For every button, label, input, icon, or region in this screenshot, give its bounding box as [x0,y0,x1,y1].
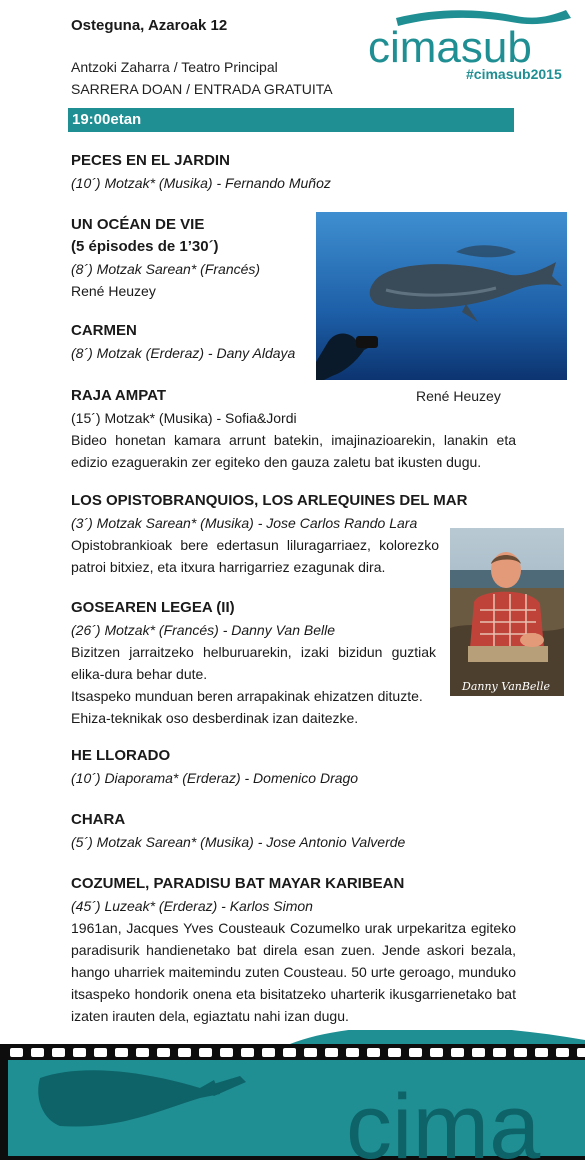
item-title: CHARA [71,811,126,828]
logo-text: cimasub [368,23,532,72]
film-sprocket-hole [199,1048,212,1057]
film-sprocket-hole [10,1048,23,1057]
film-sprocket-hole [283,1048,296,1057]
program-item [71,745,516,789]
film-sprocket-hole [346,1048,359,1057]
item-title: LOS OPISTOBRANQUIOS, LOS ARLEQUINES DEL MAR [71,492,468,509]
footer-logo-text: cima [346,1076,541,1160]
item-meta: (45´) Luzeak* (Erderaz) - Karlos Simon [71,898,313,914]
program-item [71,597,436,729]
film-sprocket-hole [514,1048,527,1057]
item-meta: (8´) Motzak Sarean* (Francés) [71,261,261,277]
portrait-photo [450,528,564,696]
film-sprocket-hole [367,1048,380,1057]
film-sprocket-hole [94,1048,107,1057]
item-description: Bizitzen jarraitzeko helburuarekin, izaki bizidun guztiak elika-dura behar dute. [71,644,436,682]
item-title: PECES EN EL JARDIN [71,152,230,169]
program-item [71,150,516,194]
time-bar: 19:00etan [68,108,514,132]
film-sprocket-hole [304,1048,317,1057]
film-sprocket-hole [31,1048,44,1057]
item-title: RAJA AMPAT [71,387,166,404]
item-description-line2: Itsaspeko munduan beren arrapakinak ehizatzen dituzte. [71,688,423,704]
item-description: 1961an, Jacques Yves Cousteauk Cozumelko urak urpekaritza egiteko paradisurik handienetako bat direla esan zuen. Jende askori bezala, hango uharriek maitemindu zuten Cousteau. 50 urte geroago, munduko itsaspeko hondorik onena eta bisitatzeko uharterik ikusgarrienetako bat izaten irauten dela, egiaztatu nahi izan dugu. [71,920,516,1024]
film-sprocket-hole [472,1048,485,1057]
item-title: CARMEN [71,322,137,339]
film-strip-footer [0,1030,585,1160]
film-sprocket-hole [115,1048,128,1057]
film-sprocket-hole [556,1048,569,1057]
entry-info: SARRERA DOAN / ENTRADA GRATUITA [71,81,333,97]
program-item [71,809,516,853]
item-description-line3: Ehiza-teknikak oso desberdinak izan daitezke. [71,710,359,726]
item-description: Bideo honetan kamara arrunt batekin, imajinazioarekin, lanakin eta edizio ezaguerakin zer egiteko den gauza zaletu bat ikusten dugu. [71,432,516,470]
item-title-line2: (5 épisodes de 1’30´) [71,238,219,255]
program-item [71,873,516,1027]
film-sprocket-hole [220,1048,233,1057]
film-sprocket-hole [262,1048,275,1057]
photo-caption: René Heuzey [416,388,501,404]
film-sprocket-hole [388,1048,401,1057]
film-sprocket-hole [493,1048,506,1057]
item-meta: (15´) Motzak* (Musika) - Sofia&Jordi [71,410,297,426]
film-sprocket-hole [451,1048,464,1057]
hashtag: #cimasub2015 [466,66,562,82]
whale-photo [316,212,567,380]
program-item [71,214,311,302]
event-date: Osteguna, Azaroak 12 [71,17,228,34]
film-sprocket-hole [325,1048,338,1057]
item-meta: (10´) Motzak* (Musika) - Fernando Muñoz [71,175,331,191]
venue: Antzoki Zaharra / Teatro Principal [71,59,278,75]
film-sprocket-hole [73,1048,86,1057]
item-meta: (10´) Diaporama* (Erderaz) - Domenico Drago [71,770,359,786]
item-meta: (5´) Motzak Sarean* (Musika) - Jose Antonio Valverde [71,834,406,850]
program-item [71,320,311,364]
item-meta: (8´) Motzak (Erderaz) - Dany Aldaya [71,345,296,361]
film-sprocket-hole [535,1048,548,1057]
film-sprocket-hole [409,1048,422,1057]
film-sprocket-hole [241,1048,254,1057]
item-author: René Heuzey [71,283,156,299]
film-sprocket-hole [430,1048,443,1057]
item-title: COZUMEL, PARADISU BAT MAYAR KARIBEAN [71,875,405,892]
item-meta: (26´) Motzak* (Francés) - Danny Van Belle [71,622,336,638]
item-meta: (3´) Motzak Sarean* (Musika) - Jose Carlos Rando Lara [71,515,418,531]
item-description: Opistobrankioak bere edertasun liluragarriaez, kolorezko patroi bitxiez, eta itxura harrigarriez ezagunak dira. [71,537,439,575]
item-title: UN OCÉAN DE VIE [71,216,205,233]
film-sprocket-hole [577,1048,585,1057]
portrait-signature: Danny VanBelle [462,680,550,693]
item-title: GOSEAREN LEGEA (II) [71,599,235,616]
film-sprocket-hole [157,1048,170,1057]
film-sprocket-hole [136,1048,149,1057]
item-title: HE LLORADO [71,747,171,764]
film-sprocket-hole [178,1048,191,1057]
film-sprocket-hole [52,1048,65,1057]
